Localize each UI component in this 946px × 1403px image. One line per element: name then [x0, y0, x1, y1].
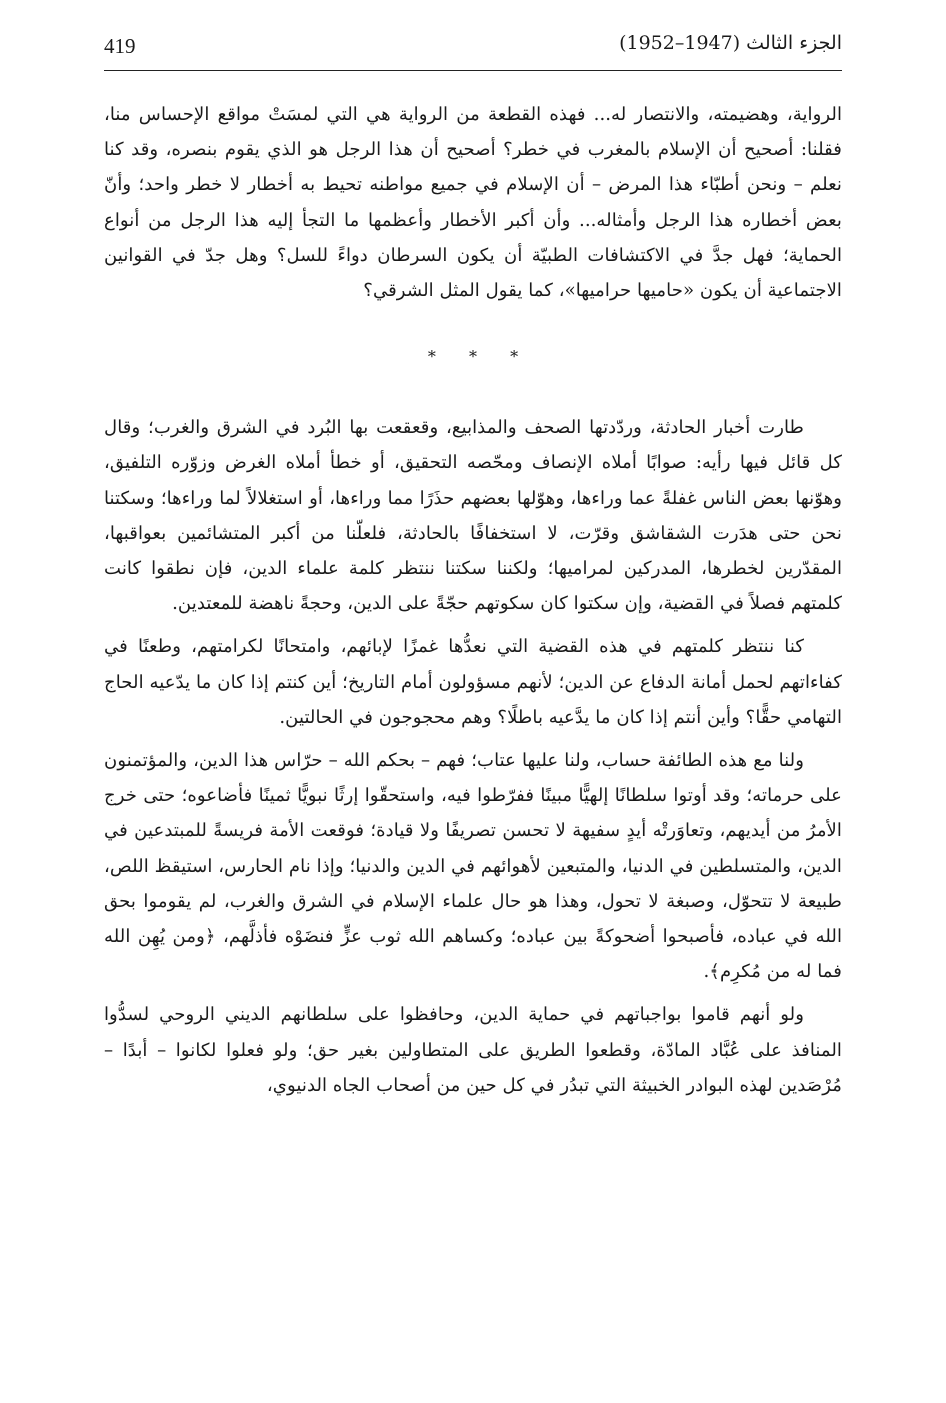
running-header: [104, 30, 842, 71]
paragraph: ولنا مع هذه الطائفة حساب، ولنا عليها عتاب؛ فهم – بحكم الله – حرّاس هذا الدين، والمؤتمنون على حرماته؛ وقد أوتوا سلطانًا إلهيًّا مبينًا ففرّطوا فيه، واستحقّوا إرثًا نبويًّا ثمينًا فأضاعوه؛ حتى خرج الأمرُ من أيديهم، وتعاوَرتْه أيدٍ سفيهة لا تحسن تصريفًا ولا قيادة؛ فوقعت الأمة فريسةً للمبتدعين في الدين، والمتسلطين في الدنيا، والمتبعين لأهوائهم في الدين والدنيا؛ وإذا نام الحارس، استيقظ اللص، طبيعة لا تتحوّل، وصبغة لا تحول، وهذا هو حال علماء الإسلام في الشرق والغرب، لم يقوموا بحق الله في عباده، فأصبحوا أضحوكةً بين عباده؛ وكساهم الله ثوب عزٍّ فنضَوْه فأذلَّهم، ﴿ومن يُهِن الله فما له من مُكرِم﴾.: [104, 750, 842, 983]
section-separator: * * *: [427, 347, 533, 367]
paragraph: طارت أخبار الحادثة، وردّدتها الصحف والمذابيع، وقعقعت بها البُرد في الشرق والغرب؛ وقال كل قائل فيها رأيه: صوابًا أملاه الإنصاف ومحّصه التحقيق، أو خطأ أملاه الغرض وزوّره التلفيق، وهوّنها بعض الناس غفلةً عما وراءها، وهوّلها بعضهم حذَرًا مما وراءها، أو استغلالاً لما وراءها؛ وسكتنا نحن حتى هدَرت الشقاشق وقرّت، لا استخفافًا بالحادثة، فلعلّنا من أكبر المتشائمين بعواقبها، المقدّرين لخطرها، المدركين لمراميها؛ ولكننا سكتنا ننتظر كلمة علماء الدين، فإن نطقوا كانت كلمتهم فصلاً في القضية، وإن سكتوا كان سكوتهم حجّةً على الدين، وحجةً ناهضة للمعتدين.: [104, 417, 842, 615]
paragraph: ولو أنهم قاموا بواجباتهم في حماية الدين، وحافظوا على سلطانهم الديني الروحي لسدُّوا المنافذ على عُبَّاد المادّة، وقطعوا الطريق على المتطاولين بغير حق؛ ولو فعلوا لكانوا – أبدًا – مُرْصَدين لهذه البوادر الخبيثة التي تبدُر في كل حين من أصحاب الجاه الدنيوي،: [104, 1004, 842, 1096]
page-number: 419: [104, 34, 136, 58]
body-text: [104, 97, 842, 1111]
running-title: الجزء الثالث (1947–1952): [619, 32, 842, 54]
paragraph-continued: الرواية، وهضيمته، والانتصار له... فهذه القطعة من الرواية هي التي لمسَتْ مواقع الإحساس منا، فقلنا: أصحيح أن الإسلام بالمغرب في خطر؟ أصحيح أن هذا الرجل هو الذي يقوم بنصره، وقد كنا نعلم – ونحن أطبّاء هذا المرض – أن الإسلام في جميع مواطنه تحيط به أخطار لا خطر واحد؛ وأنّ بعض أخطاره هذا الرجل وأمثاله... وأن أكبر الأخطار وأعظمها ما التجأ إليه هذا الرجل من أنواع الحماية؛ فهل جدَّ في الاكتشافات الطبيّة أن يكون السرطان دواءً للسل؟ وهل جدّ في القوانين الاجتماعية أن يكون «حاميها حراميها»، كما يقول المثل الشرقي؟: [104, 104, 842, 302]
paragraph: كنا ننتظر كلمتهم في هذه القضية التي نعدُّها غمزًا لإبائهم، وامتحانًا لكرامتهم، وطعنًا في كفاءاتهم لحمل أمانة الدفاع عن الدين؛ لأنهم مسؤولون أمام التاريخ؛ أين كنتم إذا كان ما يدّعيه الحاج التهامي حقًّا؟ وأين أنتم إذا كان ما يدَّعيه باطلًا؟ وهم محجوجون في الحالتين.: [104, 636, 842, 728]
